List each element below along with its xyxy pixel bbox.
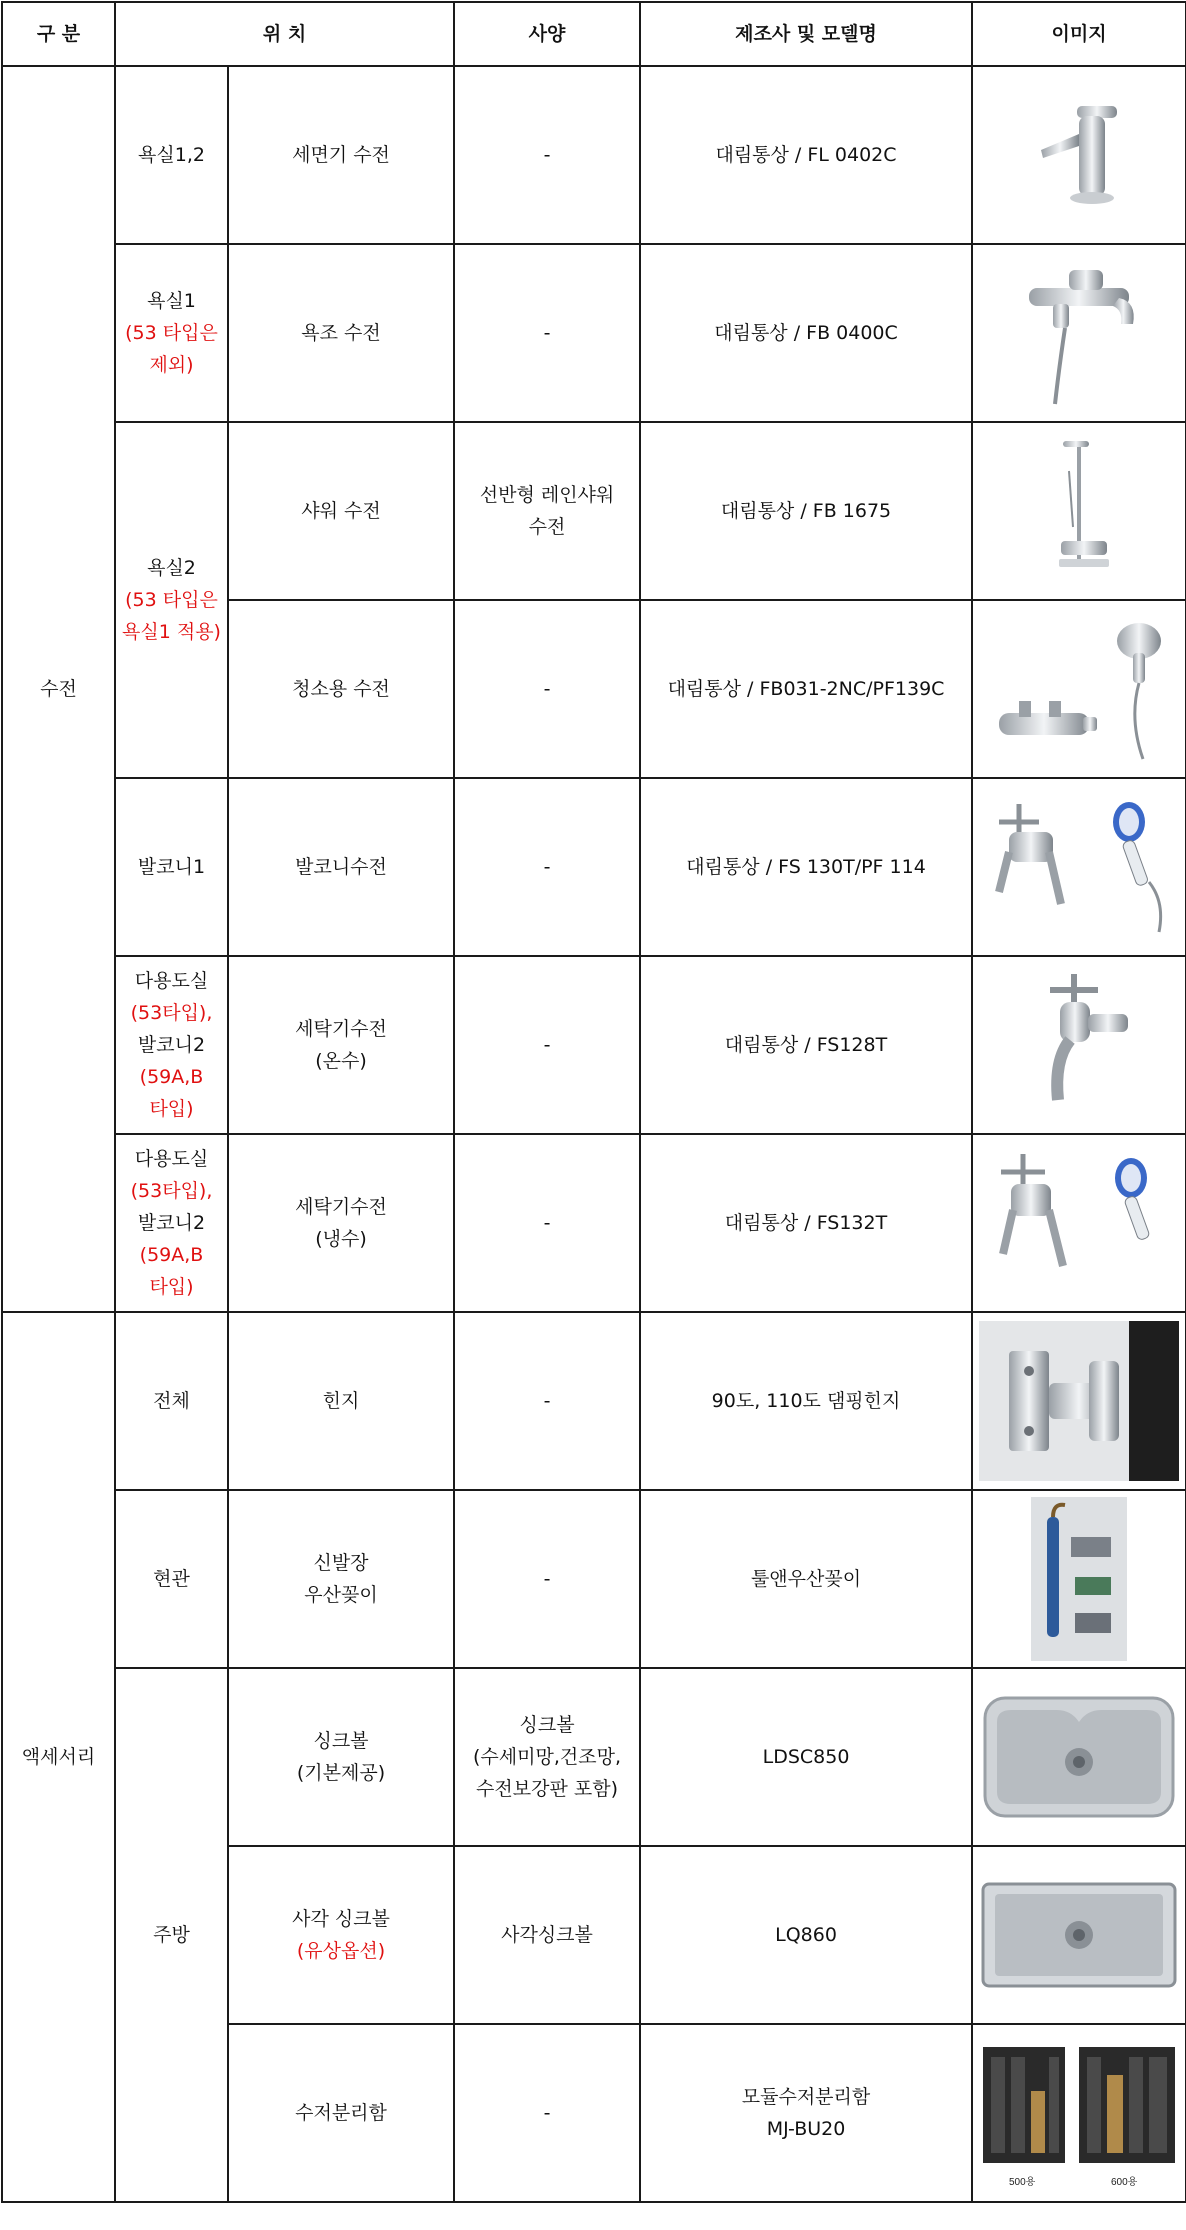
area-label: 다용도실	[134, 970, 209, 992]
spec-label: 싱크볼	[519, 1714, 575, 1736]
bath-faucet-icon	[1009, 258, 1149, 408]
model-cell: 대림통상 / FS 130T/PF 114	[640, 778, 972, 956]
item-note: (냉수)	[315, 1228, 367, 1250]
sink-bowl-icon	[979, 1692, 1179, 1822]
balcony-faucet-icon	[979, 792, 1179, 942]
basin-faucet-icon	[1019, 100, 1139, 210]
spec-cell: 선반형 레인샤워 수전	[454, 422, 640, 600]
washer-faucet-cold-icon	[979, 1148, 1179, 1298]
spec-cell: -	[454, 1490, 640, 1668]
model-cell: 90도, 110도 댐핑힌지	[640, 1312, 972, 1490]
area-cell: 주방	[115, 1668, 228, 2202]
table-row	[2, 1668, 1186, 1846]
spec-cell: -	[454, 66, 640, 244]
area-note-2: (59A,B 타입)	[139, 1066, 204, 1120]
spec-cell: -	[454, 2024, 640, 2202]
header-location: 위 치	[115, 2, 454, 66]
rain-shower-icon	[1029, 431, 1129, 591]
image-cell	[972, 1134, 1186, 1312]
item-label: 신발장	[313, 1552, 369, 1574]
table-row	[2, 778, 1186, 956]
area-label-2: 발코니2	[137, 1034, 206, 1056]
model-cell: 대림통상 / FB031-2NC/PF139C	[640, 600, 972, 778]
hinge-icon	[979, 1321, 1179, 1481]
group-faucet: 수전	[2, 66, 115, 1312]
area-note: (53타입),	[130, 1180, 213, 1202]
table-row	[2, 956, 1186, 1134]
item-note: (유상옵션)	[296, 1940, 386, 1962]
item-cell	[228, 1490, 454, 1668]
model-cell: 대림통상 / FL 0402C	[640, 66, 972, 244]
area-note: (53타입),	[130, 1002, 213, 1024]
header-maker-model: 제조사 및 모델명	[640, 2, 972, 66]
header-spec: 사양	[454, 2, 640, 66]
item-cell	[228, 1668, 454, 1846]
image-cell	[972, 1312, 1186, 1490]
square-sink-icon	[979, 1880, 1179, 1990]
table-row	[2, 244, 1186, 422]
item-note: (기본제공)	[296, 1762, 386, 1784]
washer-faucet-hot-icon	[1014, 970, 1144, 1120]
umbrella-stand-icon	[1031, 1497, 1127, 1661]
organizer-label-600: 600용	[1111, 2177, 1138, 2188]
image-cell	[972, 2024, 1186, 2202]
cleaning-faucet-icon	[979, 609, 1179, 769]
item-cell	[228, 1134, 454, 1312]
item-label: 세탁기수전	[295, 1018, 387, 1040]
area-label: 욕실1	[147, 290, 196, 312]
model-cell	[640, 2024, 972, 2202]
area-cell: 현관	[115, 1490, 228, 1668]
area-cell	[115, 422, 228, 778]
area-note: (53 타입은 제외)	[125, 322, 218, 376]
spec-cell: -	[454, 1312, 640, 1490]
spec-cell: -	[454, 1134, 640, 1312]
area-note-2: (59A,B 타입)	[139, 1244, 204, 1298]
table-row	[2, 66, 1186, 244]
spec-cell: 사각싱크볼	[454, 1846, 640, 2024]
item-cell: 발코니수전	[228, 778, 454, 956]
model-cell: 대림통상 / FS132T	[640, 1134, 972, 1312]
spec-note-2: 수전보강판 포함)	[476, 1778, 618, 1800]
area-cell	[115, 244, 228, 422]
model-cell: LDSC850	[640, 1668, 972, 1846]
spec-table	[1, 1, 1186, 2203]
item-cell: 청소용 수전	[228, 600, 454, 778]
model-cell: 대림통상 / FB 0400C	[640, 244, 972, 422]
spec-cell: -	[454, 600, 640, 778]
model-label: 모듈수저분리함	[741, 2086, 871, 2108]
image-cell	[972, 956, 1186, 1134]
table-row	[2, 1134, 1186, 1312]
organizer-label-500: 500용	[1009, 2177, 1036, 2188]
spec-note: (수세미망,건조망,	[473, 1746, 621, 1768]
item-note: 우산꽂이	[304, 1584, 378, 1606]
area-cell: 욕실1,2	[115, 66, 228, 244]
area-label: 다용도실	[134, 1148, 209, 1170]
item-cell: 수저분리함	[228, 2024, 454, 2202]
area-note: (53 타입은 욕실1 적용)	[122, 589, 221, 643]
model-cell: LQ860	[640, 1846, 972, 2024]
spec-cell: -	[454, 956, 640, 1134]
area-cell	[115, 956, 228, 1134]
image-cell	[972, 1846, 1186, 2024]
item-note: (온수)	[315, 1050, 367, 1072]
spec-cell: -	[454, 778, 640, 956]
header-row	[2, 2, 1186, 66]
item-cell	[228, 956, 454, 1134]
group-accessory: 액세서리	[2, 1312, 115, 2202]
image-cell	[972, 422, 1186, 600]
image-cell	[972, 66, 1186, 244]
item-label: 싱크볼	[313, 1730, 369, 1752]
model-cell: 툴앤우산꽂이	[640, 1490, 972, 1668]
item-label: 세탁기수전	[295, 1196, 387, 1218]
item-cell	[228, 1846, 454, 2024]
area-cell: 발코니1	[115, 778, 228, 956]
header-image: 이미지	[972, 2, 1186, 66]
model-note: MJ-BU20	[766, 2118, 846, 2140]
area-cell: 전체	[115, 1312, 228, 1490]
item-cell: 욕조 수전	[228, 244, 454, 422]
item-label: 사각 싱크볼	[292, 1908, 390, 1930]
table-row	[2, 1312, 1186, 1490]
model-cell: 대림통상 / FS128T	[640, 956, 972, 1134]
item-cell: 세면기 수전	[228, 66, 454, 244]
area-label: 욕실2	[147, 557, 196, 579]
table-row	[2, 1490, 1186, 1668]
image-cell	[972, 1668, 1186, 1846]
image-cell	[972, 244, 1186, 422]
image-cell	[972, 778, 1186, 956]
area-cell	[115, 1134, 228, 1312]
item-cell: 샤워 수전	[228, 422, 454, 600]
header-category: 구 분	[2, 2, 115, 66]
area-label-2: 발코니2	[137, 1212, 206, 1234]
spec-cell	[454, 1668, 640, 1846]
item-cell: 힌지	[228, 1312, 454, 1490]
image-cell	[972, 1490, 1186, 1668]
cutlery-organizer-icon	[979, 2031, 1179, 2195]
spec-cell: -	[454, 244, 640, 422]
table-row	[2, 422, 1186, 600]
image-cell	[972, 600, 1186, 778]
model-cell: 대림통상 / FB 1675	[640, 422, 972, 600]
